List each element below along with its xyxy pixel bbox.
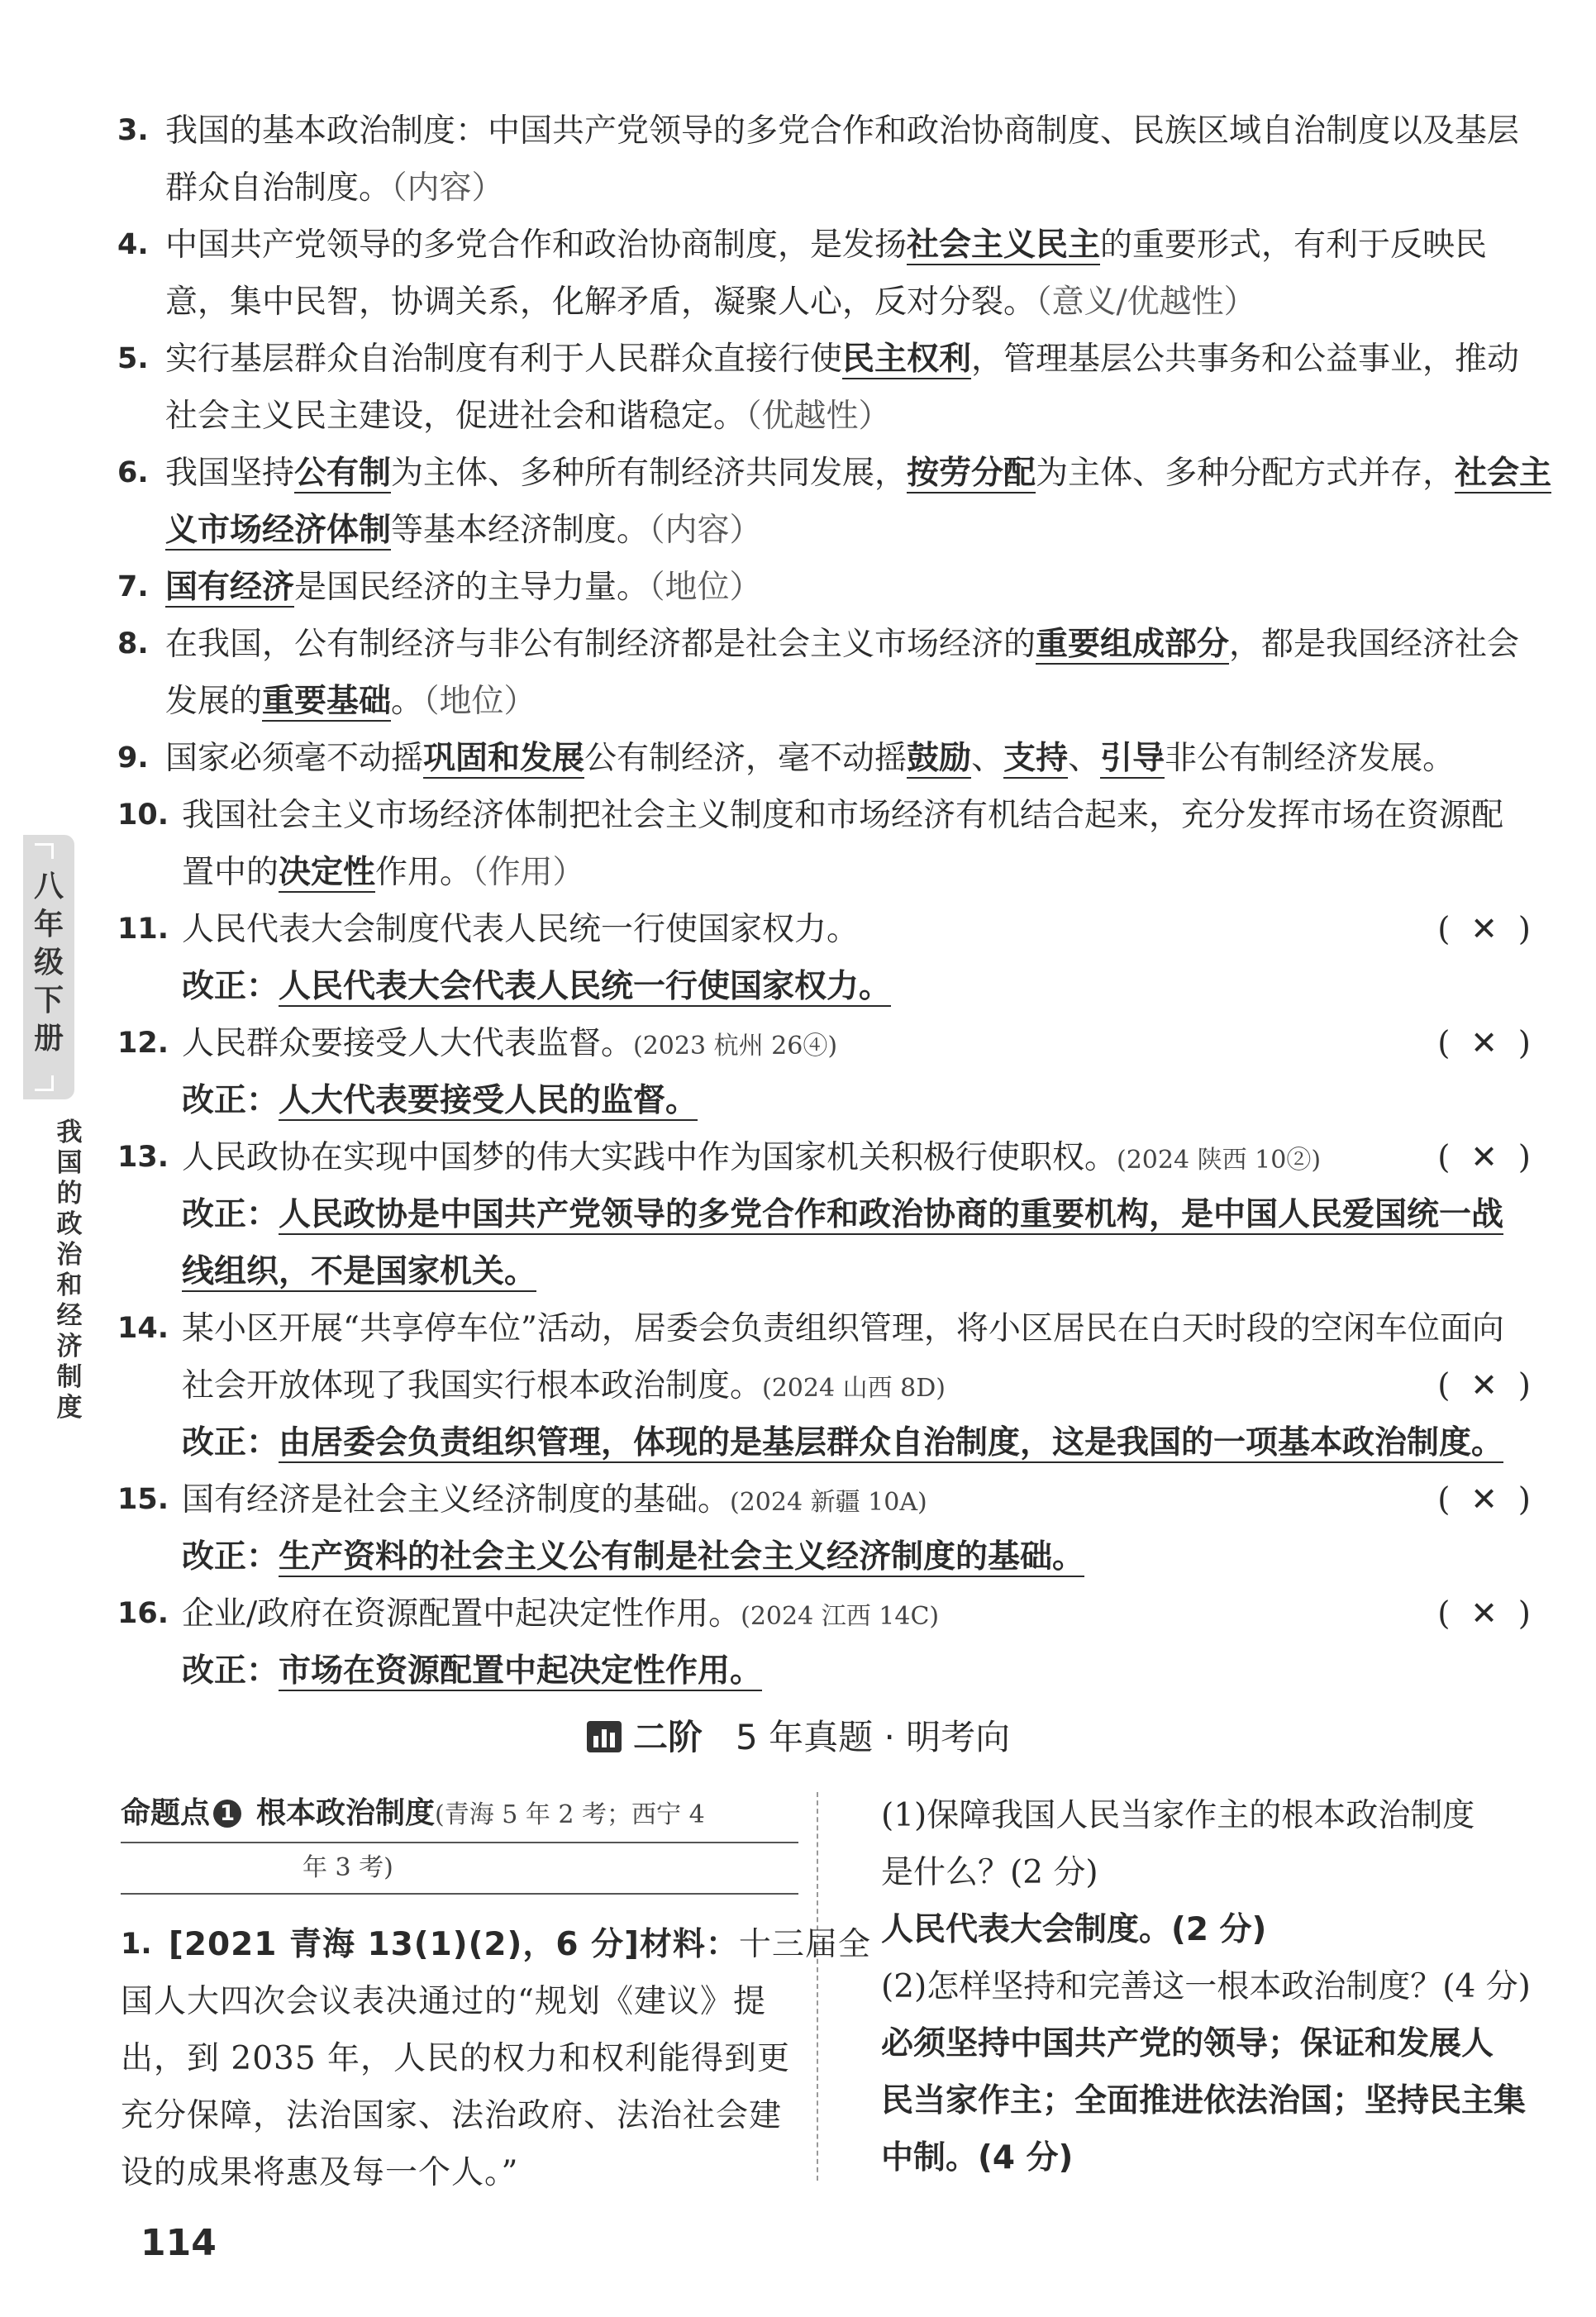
text-segment: 某小区开展“共享停车位”活动，居委会负责组织管理，将小区居民在白天时段的空闲车位面向 — [182, 1310, 1504, 1347]
item-number: 15. — [117, 1483, 169, 1516]
text-segment: 等基本经济制度。 — [391, 512, 650, 549]
subquestion-1-cont: 是什么？(2 分) — [881, 1854, 1098, 1891]
correction-text: 由居委会负责组织管理，体现的是基层群众自治制度，这是我国的一项基本政治制度。 — [279, 1424, 1504, 1461]
item-number: 7. — [117, 570, 149, 603]
question-text-line: 设的成果将惠及每一个人。” — [121, 2154, 519, 2191]
correction-text: 市场在资源配置中起决定性作用。 — [279, 1652, 763, 1690]
keyword: 引导 — [1100, 740, 1165, 777]
exam-source: (2024 山西 8D) — [762, 1374, 946, 1403]
correction-label: 改正： — [182, 1424, 279, 1461]
text-segment: 国家必须毫不动摇 — [165, 740, 424, 777]
text-segment: 意，集中民智，协调关系，化解矛盾，凝聚人心，反对分裂。 — [165, 284, 1036, 321]
answer-mark: ( ✕ ) — [1437, 1367, 1531, 1404]
correction-text: 线组织，不是国家机关。 — [182, 1253, 537, 1290]
correction-label: 改正： — [182, 1652, 279, 1690]
item-body — [182, 1471, 1596, 1585]
correction-label: 改正： — [182, 968, 279, 1005]
text-segment: 我国社会主义市场经济体制把社会主义制度和市场经济有机结合起来，充分发挥市场在资源配 — [182, 797, 1504, 834]
item-body — [165, 217, 1596, 331]
text-segment: 我国坚持 — [165, 455, 295, 492]
category-tag: （内容） — [649, 512, 762, 549]
topic-label: 命题点 — [121, 1796, 211, 1830]
keyword: 鼓励 — [907, 740, 972, 777]
item-number: 14. — [117, 1312, 169, 1345]
grade-label: 八年级下册 — [33, 870, 64, 1056]
question-text-line: 国人大四次会议表决通过的“规划《建议》提 — [121, 1983, 766, 2020]
correction-line — [182, 1072, 1596, 1129]
correction-line — [182, 1528, 1596, 1585]
item-body — [182, 1585, 1596, 1700]
item-body — [182, 1015, 1596, 1129]
text-segment: 人民代表大会制度代表人民统一行使国家权力。 — [182, 911, 860, 948]
text-line — [165, 730, 1596, 787]
item-number: 8. — [117, 627, 149, 660]
text-line — [165, 217, 1596, 274]
text-segment: 为主体、多种分配方式并存， — [1036, 455, 1455, 492]
item-number: 5. — [117, 342, 149, 375]
keyword: 社会主义民主 — [907, 226, 1101, 264]
exam-source: (2024 江西 14C) — [741, 1602, 940, 1631]
question-number: 1. — [121, 1928, 152, 1961]
exam-source: (2023 杭州 26④) — [633, 1032, 838, 1061]
category-tag: （地位） — [423, 683, 536, 720]
question-text-line: 十三届全 — [738, 1926, 871, 1963]
correction-label: 改正： — [182, 1082, 279, 1119]
keyword: 重要组成部分 — [1036, 626, 1230, 663]
text-line — [165, 559, 1596, 616]
text-segment: 实行基层群众自治制度有利于人民群众直接行使 — [165, 341, 843, 378]
item-body — [165, 445, 1596, 559]
correction-text: 人民政协是中国共产党领导的多党合作和政治协商的重要机构，是中国人民爱国统一战 — [279, 1196, 1504, 1233]
text-line — [165, 331, 1596, 388]
correction-line — [182, 1243, 1596, 1300]
keyword: 民主权利 — [842, 341, 972, 378]
text-segment: 发展的 — [165, 683, 263, 720]
keyword: 社会主 — [1455, 455, 1552, 492]
answer-1: 人民代表大会制度。(2 分) — [881, 1911, 1267, 1948]
text-line — [182, 787, 1596, 844]
text-segment: 作用。 — [375, 854, 473, 891]
keyword: 决定性 — [279, 854, 376, 891]
section-title: 二阶 — [633, 1717, 703, 1757]
text-segment: 群众自治制度。 — [165, 169, 392, 207]
text-line — [165, 388, 1596, 445]
topic-badge: 1 — [213, 1800, 241, 1828]
grade-side-tab — [23, 835, 74, 1099]
keyword: 义市场经济体制 — [165, 512, 392, 549]
correction-text: 人大代表要接受人民的监督。 — [279, 1082, 698, 1119]
item-body — [182, 1129, 1596, 1300]
keyword: 重要基础 — [262, 683, 392, 720]
answer-2-line: 必须坚持中国共产党的领导；保证和发展人 — [881, 2025, 1494, 2062]
text-line — [182, 1585, 1596, 1642]
answer-2-line: 中制。(4 分) — [881, 2139, 1074, 2176]
item-body — [165, 559, 1596, 616]
text-segment: 人民群众要接受人大代表监督。 — [182, 1025, 634, 1062]
answer-mark: ( ✕ ) — [1437, 1595, 1531, 1633]
exam-source: (2024 新疆 10A) — [730, 1488, 927, 1517]
text-line — [182, 1300, 1596, 1357]
question-source: [2021 青海 13(1)(2)，6 分]材料： — [169, 1926, 739, 1963]
text-line — [165, 445, 1596, 502]
text-line — [165, 160, 1596, 217]
text-segment: 、 — [1068, 740, 1101, 777]
section-subtitle: 5 年真题 · 明考向 — [736, 1717, 1011, 1757]
correction-line — [182, 958, 1596, 1015]
exam-source: (2024 陕西 10②) — [1117, 1146, 1322, 1175]
answer-mark: ( ✕ ) — [1437, 1025, 1531, 1062]
text-segment: 在我国，公有制经济与非公有制经济都是社会主义市场经济的 — [165, 626, 1036, 663]
item-body — [165, 103, 1596, 217]
item-number: 11. — [117, 913, 169, 946]
text-segment: 中国共产党领导的多党合作和政治协商制度，是发扬 — [165, 226, 908, 264]
text-segment: 是国民经济的主导力量。 — [294, 569, 650, 606]
item-body — [182, 901, 1596, 1015]
right-column — [881, 1787, 1542, 2186]
item-number: 16. — [117, 1597, 169, 1630]
topic-note-continued: 年 3 考) — [121, 1843, 798, 1895]
text-segment: 、 — [971, 740, 1004, 777]
correction-text: 生产资料的社会主义公有制是社会主义经济制度的基础。 — [279, 1538, 1085, 1576]
text-segment: 人民政协在实现中国梦的伟大实践中作为国家机关积极行使职权。 — [182, 1139, 1117, 1176]
category-tag: （内容） — [391, 169, 504, 207]
text-line — [182, 844, 1596, 901]
item-body — [182, 1300, 1596, 1471]
answer-mark: ( ✕ ) — [1437, 911, 1531, 948]
text-line — [165, 616, 1596, 673]
text-line — [165, 502, 1596, 559]
text-segment: 为主体、多种所有制经济共同发展， — [391, 455, 908, 492]
text-segment: 置中的 — [182, 854, 279, 891]
text-segment: 企业/政府在资源配置中起决定性作用。 — [182, 1595, 741, 1633]
correction-line — [182, 1186, 1596, 1243]
correction-label: 改正： — [182, 1196, 279, 1233]
question-text-line: 充分保障，法治国家、法治政府、法治社会建 — [121, 2097, 783, 2134]
item-body — [182, 787, 1596, 901]
text-line — [182, 901, 1596, 958]
text-segment: 。 — [391, 683, 424, 720]
answer-mark: ( ✕ ) — [1437, 1481, 1531, 1518]
subquestion-1: (1)保障我国人民当家作主的根本政治制度 — [881, 1797, 1475, 1834]
item-number: 13. — [117, 1141, 169, 1174]
left-column — [121, 1787, 871, 2201]
text-segment: ，都是我国经济社会 — [1229, 626, 1520, 663]
text-segment: ，管理基层公共事务和公益事业，推动 — [971, 341, 1520, 378]
text-segment: 非公有制经济发展。 — [1165, 740, 1455, 777]
text-segment: 国有经济是社会主义经济制度的基础。 — [182, 1481, 731, 1518]
section-heading — [587, 1713, 1083, 1762]
text-line — [182, 1129, 1596, 1186]
category-tag: （优越性） — [746, 398, 891, 435]
item-number: 12. — [117, 1027, 169, 1060]
keyword: 支持 — [1003, 740, 1069, 777]
keyword: 按劳分配 — [907, 455, 1036, 492]
column-divider — [817, 1792, 818, 2181]
keyword: 国有经济 — [165, 569, 295, 606]
page-number: 114 — [141, 2222, 217, 2264]
bar-chart-icon — [587, 1721, 622, 1752]
category-tag: （作用） — [472, 854, 585, 891]
text-segment: 公有制经济，毫不动摇 — [584, 740, 908, 777]
topic-note: (青海 5 年 2 考；西宁 4 — [435, 1800, 705, 1829]
text-segment: 我国的基本政治制度：中国共产党领导的多党合作和政治协商制度、民族区域自治制度以及基层 — [165, 112, 1520, 150]
text-line — [165, 274, 1596, 331]
item-number: 3. — [117, 114, 149, 147]
item-body — [165, 331, 1596, 445]
item-body — [165, 616, 1596, 730]
keyword: 巩固和发展 — [423, 740, 585, 777]
correction-label: 改正： — [182, 1538, 279, 1576]
item-number: 9. — [117, 741, 149, 775]
keyword: 公有制 — [294, 455, 392, 492]
correction-text: 人民代表大会代表人民统一行使国家权力。 — [279, 968, 892, 1005]
tab-bracket-top — [35, 843, 54, 859]
category-tag: （地位） — [649, 569, 762, 606]
topic-heading — [121, 1787, 798, 1843]
text-line — [182, 1357, 1596, 1414]
answer-2-line: 民当家作主；全面推进依法治国；坚持民主集 — [881, 2082, 1527, 2119]
answer-mark: ( ✕ ) — [1437, 1139, 1531, 1176]
chapter-label: 我国的政治和经济制度 — [56, 1118, 83, 1423]
category-tag: （意义/优越性） — [1036, 284, 1256, 321]
item-number: 6. — [117, 456, 149, 489]
topic-title: 根本政治制度 — [256, 1796, 436, 1830]
item-number: 10. — [117, 799, 169, 832]
text-line — [165, 673, 1596, 730]
text-line — [165, 103, 1596, 160]
text-segment: 的重要形式，有利于反映民 — [1100, 226, 1488, 264]
question-1 — [121, 1916, 871, 2201]
item-body — [165, 730, 1596, 787]
correction-line — [182, 1642, 1596, 1700]
subquestion-2: (2)怎样坚持和完善这一根本政治制度？(4 分) — [881, 1968, 1531, 2005]
text-segment: 社会开放体现了我国实行根本政治制度。 — [182, 1367, 763, 1404]
text-segment: 社会主义民主建设，促进社会和谐稳定。 — [165, 398, 746, 435]
question-text-line: 出，到 2035 年，人民的权力和权利能得到更 — [121, 2040, 791, 2077]
item-number: 4. — [117, 228, 149, 261]
tab-bracket-bottom — [35, 1075, 54, 1091]
correction-line — [182, 1414, 1596, 1471]
text-line — [182, 1471, 1596, 1528]
text-line — [182, 1015, 1596, 1072]
